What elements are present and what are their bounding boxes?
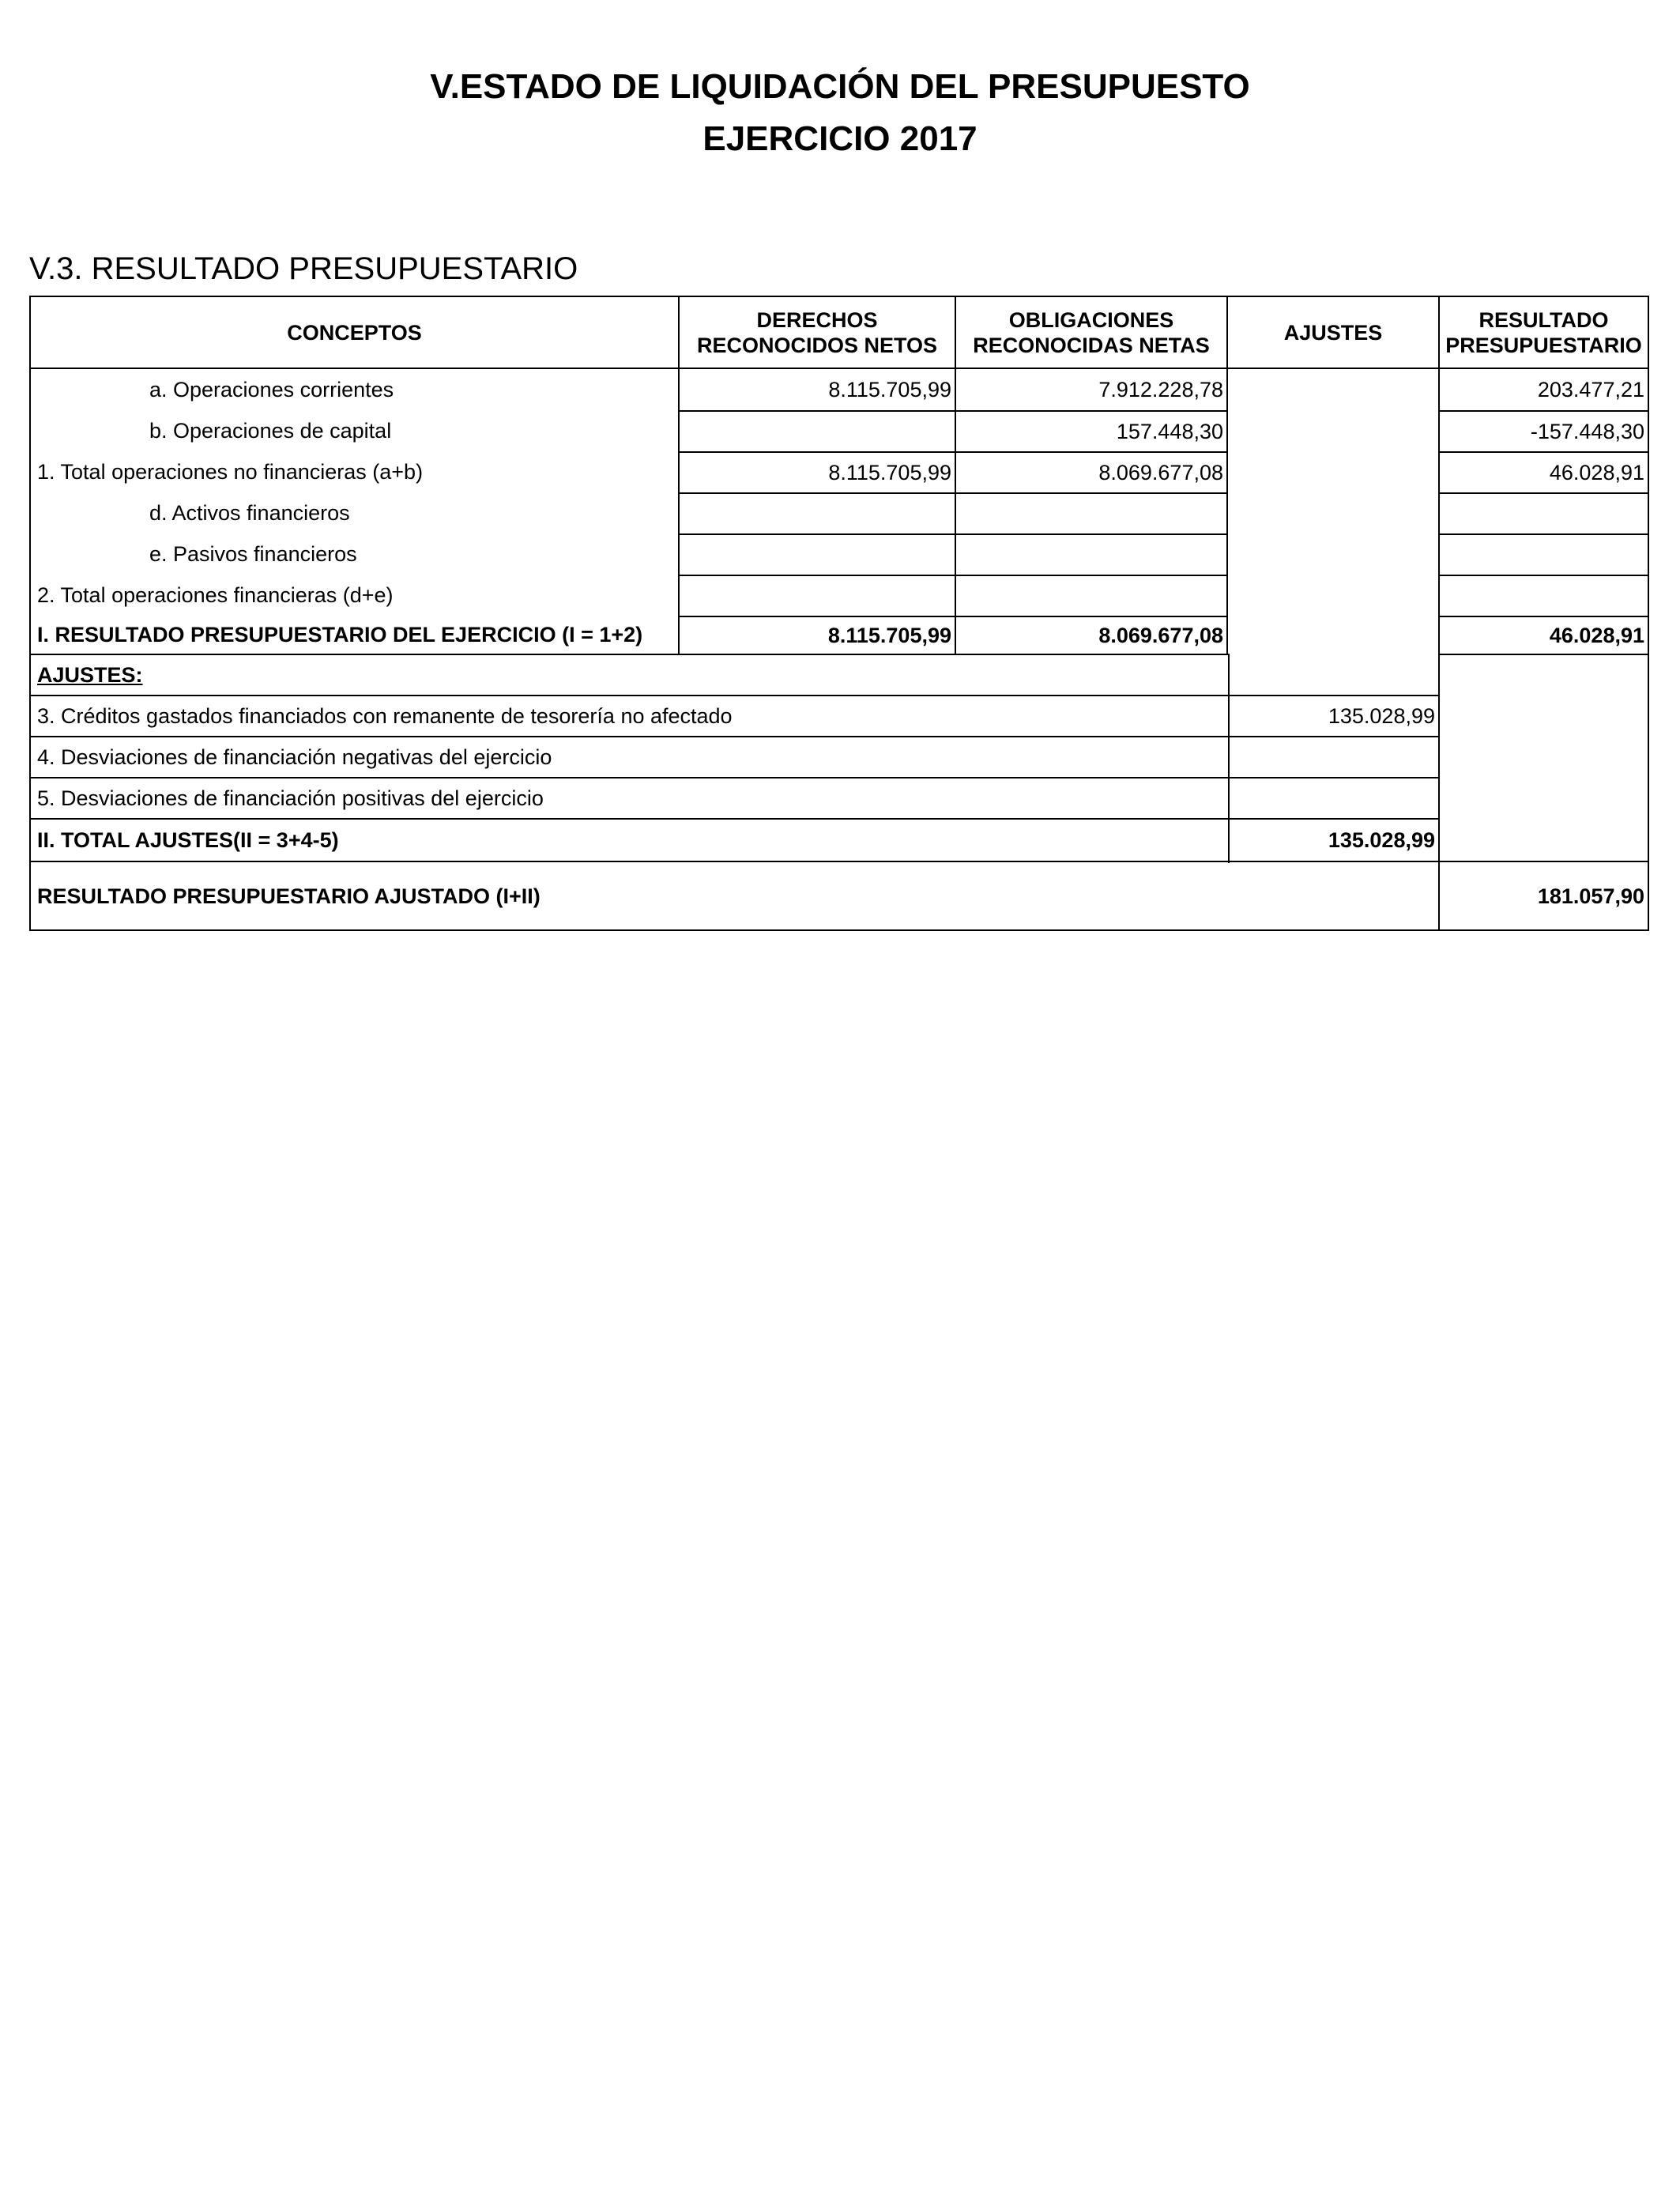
table-row-derechos: [678, 533, 956, 576]
final-row-concepto: RESULTADO PRESUPUESTARIO AJUSTADO (I+II): [37, 884, 541, 908]
table-row-obligaciones: 157.448,30: [955, 410, 1228, 453]
table-row-resultado: 46.028,91: [1438, 451, 1649, 494]
table-row-derechos: 8.115.705,99: [678, 368, 956, 412]
header-conceptos: [29, 296, 680, 369]
table-row-obligaciones: [955, 533, 1228, 576]
header-obligaciones: [955, 296, 1228, 369]
ajustes-row-value: [1230, 778, 1438, 818]
table-row-obligaciones: 7.912.228,78: [955, 368, 1228, 412]
header-derechos-line-2: RECONOCIDOS NETOS: [696, 333, 938, 357]
table-row-derechos: 8.115.705,99: [678, 616, 956, 655]
ajustes-row-value: 135.028,99: [1328, 704, 1435, 728]
ajustes-value-column-right-border: [1438, 654, 1440, 863]
table-row-resultado: [1438, 575, 1649, 617]
table-row-derechos: [678, 492, 956, 535]
ajustes-row-value: [1230, 737, 1438, 777]
table-bottom-border: [29, 929, 1649, 931]
table-row-resultado: 46.028,91: [1438, 616, 1649, 655]
header-resultado-line-2: PRESUPUESTARIO: [1445, 333, 1642, 357]
header-obligaciones-line-2: RECONOCIDAS NETAS: [973, 333, 1210, 357]
header-ajustes: [1226, 296, 1440, 369]
table-row-obligaciones: 8.069.677,08: [955, 616, 1228, 655]
header-derechos: [678, 296, 956, 369]
table-row-resultado: [1438, 533, 1649, 576]
ajustes-column-right-border: [1438, 368, 1440, 655]
table-row-concepto: 2. Total operaciones financieras (d+e): [37, 583, 394, 607]
table-row-resultado: -157.448,30: [1438, 410, 1649, 453]
table-row-concepto: d. Activos financieros: [149, 501, 350, 525]
header-ajustes-label: AJUSTES: [1283, 320, 1383, 345]
ajustes-row-concepto: 5. Desviaciones de financiación positivas del ejercicio: [37, 786, 544, 810]
table-row-derechos: [678, 575, 956, 617]
table-row-derechos: [678, 410, 956, 453]
document-title-line-2: EJERCICIO 2017: [703, 119, 977, 158]
ajustes-row-concepto: 4. Desviaciones de financiación negativas del ejercicio: [37, 745, 552, 769]
header-conceptos-label: CONCEPTOS: [287, 320, 422, 345]
ajustes-heading: AJUSTES:: [37, 663, 143, 687]
table-row-derechos: 8.115.705,99: [678, 451, 956, 494]
ajustes-row-concepto: 3. Créditos gastados financiados con remanente de tesorería no afectado: [37, 704, 733, 728]
table-row-concepto: a. Operaciones corrientes: [149, 378, 394, 401]
table-row-resultado: [1438, 492, 1649, 535]
table-row-concepto: 1. Total operaciones no financieras (a+b): [37, 460, 424, 484]
table-row-concepto: I. RESULTADO PRESUPUESTARIO DEL EJERCICIO (I = 1+2): [37, 623, 643, 647]
table-row-resultado: 203.477,21: [1438, 368, 1649, 412]
section-title: V.3. RESULTADO PRESUPUESTARIO: [29, 251, 578, 286]
final-row-resultado: 181.057,90: [1537, 884, 1644, 908]
header-resultado: [1438, 296, 1649, 369]
table-row-concepto: b. Operaciones de capital: [149, 419, 392, 443]
header-obligaciones-line-1: OBLIGACIONES: [1008, 307, 1174, 332]
table-row-obligaciones: [955, 492, 1228, 535]
table-row-obligaciones: [955, 575, 1228, 617]
table-row-concepto: e. Pasivos financieros: [149, 542, 357, 566]
document-title-line-1: V.ESTADO DE LIQUIDACIÓN DEL PRESUPUESTO: [430, 67, 1250, 106]
ajustes-column-left-border: [1226, 368, 1228, 655]
header-resultado-line-1: RESULTADO: [1478, 307, 1609, 332]
ajustes-row-concepto: II. TOTAL AJUSTES(II = 3+4-5): [37, 828, 339, 852]
header-derechos-line-1: DERECHOS: [756, 307, 878, 332]
table-row-obligaciones: 8.069.677,08: [955, 451, 1228, 494]
ajustes-row-value: 135.028,99: [1328, 828, 1435, 852]
